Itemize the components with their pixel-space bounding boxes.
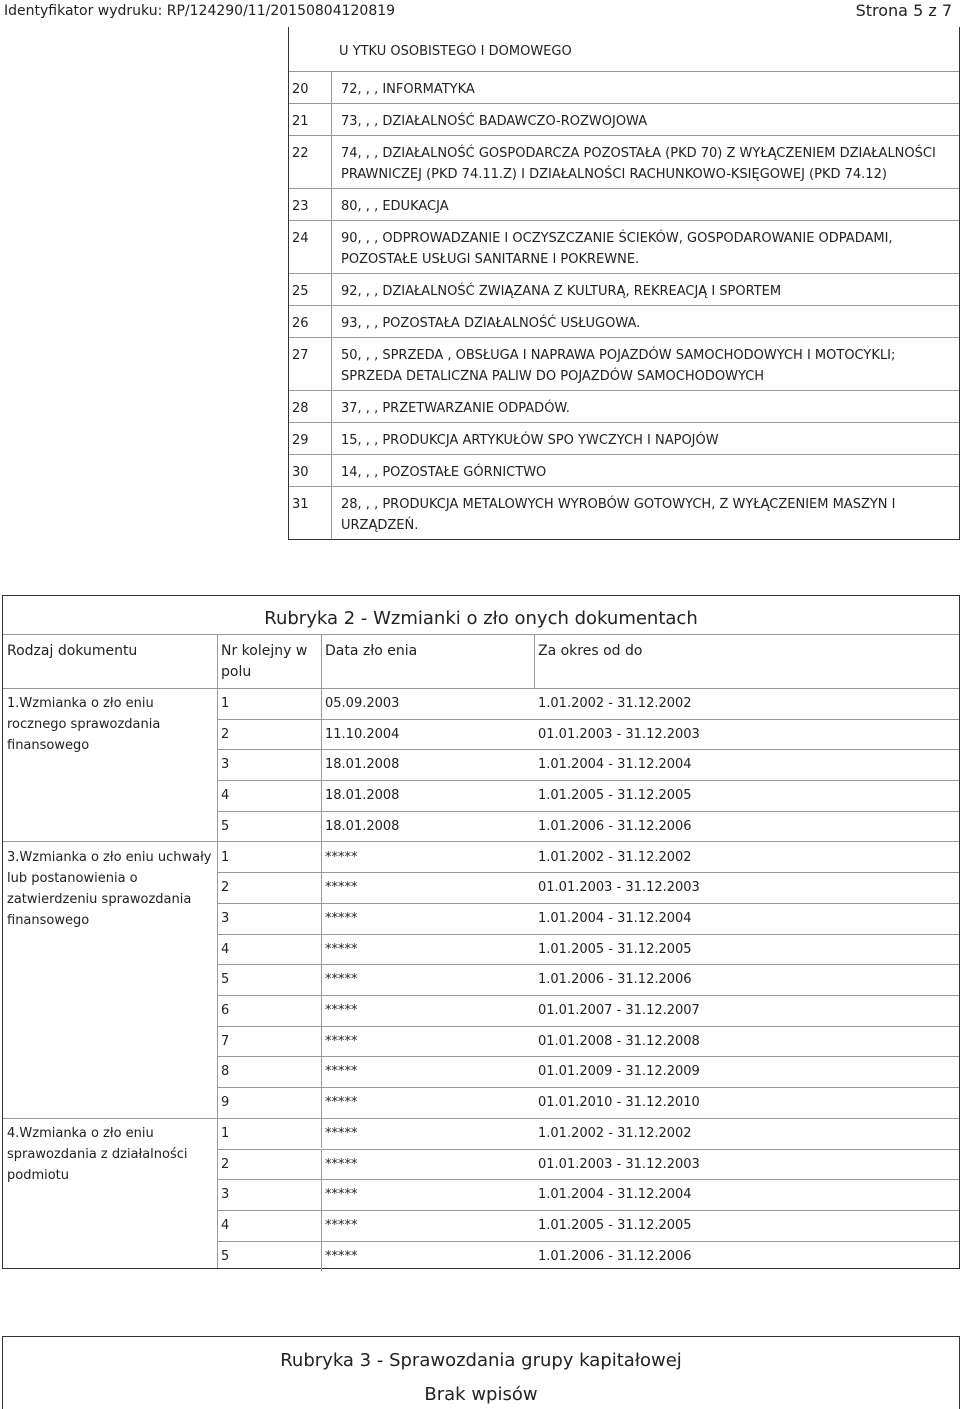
filing-date: 18.01.2008 — [325, 788, 400, 804]
header-divider-bottom — [3, 688, 959, 689]
row-divider-number — [321, 1118, 322, 1149]
row-divider-number — [321, 1149, 322, 1180]
row-divider — [217, 1241, 959, 1242]
period-range: 1.01.2002 - 31.12.2002 — [538, 1125, 692, 1141]
period-range: 01.01.2007 - 31.12.2007 — [538, 1003, 700, 1018]
row-divider-number — [321, 1087, 322, 1118]
filing-date: ***** — [325, 1248, 358, 1264]
pkd-row-text: 80, , , EDUKACJA — [341, 199, 449, 214]
row-divider — [217, 1149, 959, 1150]
period-range: 1.01.2004 - 31.12.2004 — [538, 757, 692, 773]
row-divider-number — [321, 934, 322, 965]
row-divider-number — [321, 1026, 322, 1057]
pkd-table-title: U YTKU OSOBISTEGO I DOMOWEGO — [339, 44, 572, 59]
header-period: Za okres od do — [538, 643, 643, 659]
entry-number: 1 — [221, 696, 230, 711]
filing-date: ***** — [325, 972, 358, 988]
filing-date: 18.01.2008 — [325, 757, 400, 773]
period-range: 01.01.2003 - 31.12.2003 — [538, 726, 700, 742]
row-divider-number — [321, 842, 322, 873]
pkd-row — [289, 72, 959, 104]
pkd-row-number-cell — [289, 423, 332, 454]
row-divider-number — [321, 1056, 322, 1087]
rubryka-3-section — [2, 1336, 960, 1409]
row-divider-number — [321, 719, 322, 750]
pkd-row-number: 23 — [292, 199, 309, 214]
row-divider — [217, 719, 959, 720]
pkd-row-number: 28 — [292, 401, 309, 416]
pkd-row-number: 24 — [292, 231, 309, 246]
period-range: 01.01.2009 - 31.12.2009 — [538, 1064, 700, 1080]
entry-number: 1 — [221, 1125, 230, 1141]
column-divider-type — [217, 634, 218, 1268]
pkd-row — [289, 306, 959, 338]
period-range: 1.01.2005 - 31.12.2005 — [538, 941, 692, 957]
entry-number: 9 — [221, 1095, 230, 1111]
row-divider-number — [321, 780, 322, 811]
rubryka-3-status: Brak wpisów — [424, 1384, 538, 1405]
pkd-row — [289, 487, 959, 539]
pkd-row-text: 73, , , DZIAŁALNOŚĆ BADAWCZO-ROZWOJOWA — [341, 114, 648, 129]
entry-number: 4 — [221, 788, 230, 804]
header-document-type: Rodzaj dokumentu — [7, 643, 138, 659]
row-divider — [217, 872, 959, 873]
document-type-label: 3.Wzmianka o zło eniu uchwały lub postanowienia o zatwierdzeniu sprawozdania finansowego — [7, 849, 212, 928]
entry-number: 5 — [221, 1248, 230, 1264]
pkd-row — [289, 189, 959, 221]
page-header — [0, 0, 960, 20]
row-divider — [217, 995, 959, 996]
pkd-table — [288, 27, 960, 540]
pkd-row-number: 27 — [292, 348, 309, 363]
pkd-row — [289, 221, 959, 274]
filing-date: ***** — [325, 1095, 358, 1111]
row-divider-number — [321, 995, 322, 1026]
row-divider — [217, 964, 959, 965]
row-divider — [217, 1026, 959, 1027]
filing-date: ***** — [325, 941, 358, 957]
print-identifier: Identyfikator wydruku: RP/124290/11/20150804120819 — [4, 3, 396, 19]
pkd-row-number: 20 — [292, 82, 309, 97]
pkd-row-text: 93, , , POZOSTAŁA DZIAŁALNOŚĆ USŁUGOWA. — [341, 316, 641, 331]
pkd-row-text: 28, , , PRODUKCJA METALOWYCH WYROBÓW GOTOWYCH, Z WYŁĄCZENIEM MASZYN I URZĄDZEŃ. — [341, 497, 896, 533]
pkd-row-text: 90, , , ODPROWADZANIE I OCZYSZCZANIE ŚCIEKÓW, GOSPODAROWANIE ODPADAMI, POZOSTAŁE USŁUGI SANITARNE I POKREWNE. — [341, 231, 893, 267]
row-divider-number — [321, 872, 322, 903]
entry-number: 3 — [221, 1187, 230, 1203]
filing-date: ***** — [325, 1003, 358, 1018]
pkd-row-number-cell — [289, 455, 332, 486]
column-divider-number — [321, 634, 322, 688]
header-filing-date: Data zło enia — [325, 643, 418, 659]
period-range: 1.01.2006 - 31.12.2006 — [538, 972, 692, 988]
group-divider — [3, 1118, 217, 1119]
pkd-row-number-cell — [289, 391, 332, 422]
rubryka-2-table — [2, 595, 960, 1269]
pkd-row-number: 31 — [292, 497, 309, 512]
pkd-row-text: 72, , , INFORMATYKA — [341, 82, 475, 97]
row-divider — [217, 1118, 959, 1119]
column-divider-date — [534, 634, 535, 688]
filing-date: ***** — [325, 1187, 358, 1203]
row-divider — [217, 1087, 959, 1088]
period-range: 1.01.2006 - 31.12.2006 — [538, 1248, 692, 1264]
filing-date: ***** — [325, 1156, 358, 1172]
period-range: 01.01.2003 - 31.12.2003 — [538, 880, 700, 896]
filing-date: 11.10.2004 — [325, 726, 400, 742]
document-type-label: 1.Wzmianka o zło eniu rocznego sprawozdania finansowego — [7, 696, 161, 753]
row-divider-number — [321, 749, 322, 780]
pkd-row-number-cell — [289, 104, 332, 135]
pkd-row-text: 15, , , PRODUKCJA ARTYKUŁÓW SPO YWCZYCH I NAPOJÓW — [341, 433, 719, 448]
period-range: 1.01.2002 - 31.12.2002 — [538, 696, 692, 711]
period-range: 1.01.2005 - 31.12.2005 — [538, 788, 692, 804]
filing-date: 05.09.2003 — [325, 696, 400, 711]
pkd-row-number: 26 — [292, 316, 309, 331]
pkd-row-number: 21 — [292, 114, 309, 129]
pkd-row-text: 50, , , SPRZEDA , OBSŁUGA I NAPRAWA POJAZDÓW SAMOCHODOWYCH I MOTOCYKLI; SPRZEDA DETALICZNA PALIW DO POJAZDÓW SAMOCHODOWYCH — [341, 348, 896, 384]
row-divider-number — [321, 811, 322, 842]
entry-number: 7 — [221, 1033, 230, 1049]
entry-number: 5 — [221, 972, 230, 988]
page-number: Strona 5 z 7 — [855, 1, 952, 20]
pkd-row-text: 37, , , PRZETWARZANIE ODPADÓW. — [341, 401, 570, 416]
entry-number: 2 — [221, 1156, 230, 1172]
row-divider-number — [321, 1179, 322, 1210]
row-divider — [217, 780, 959, 781]
pkd-row-text: 74, , , DZIAŁALNOŚĆ GOSPODARCZA POZOSTAŁA (PKD 70) Z WYŁĄCZENIEM DZIAŁALNOŚCI PRAWNICZEJ (PKD 74.11.Z) I DZIAŁALNOŚCI RACHUNKOWO-KSIĘGOWEJ (PKD 74.12) — [341, 146, 936, 182]
entry-number: 2 — [221, 726, 230, 742]
row-divider — [217, 749, 959, 750]
rubryka-2-title: Rubryka 2 - Wzmianki o zło onych dokumentach — [264, 608, 698, 629]
pkd-row-number-cell — [289, 487, 332, 539]
row-divider — [217, 903, 959, 904]
row-divider — [217, 1210, 959, 1211]
pkd-row — [289, 455, 959, 487]
pkd-row-number: 25 — [292, 284, 309, 299]
filing-date: 18.01.2008 — [325, 818, 400, 834]
filing-date: ***** — [325, 849, 358, 865]
row-divider — [217, 841, 959, 842]
entry-number: 5 — [221, 818, 230, 834]
filing-date: ***** — [325, 910, 358, 926]
pkd-row-number-cell — [289, 189, 332, 220]
pkd-row — [289, 274, 959, 306]
pkd-table-title-row — [289, 27, 959, 72]
pkd-row-number-cell — [289, 274, 332, 305]
pkd-row-number-cell — [289, 72, 332, 103]
entry-number: 3 — [221, 910, 230, 926]
filing-date: ***** — [325, 1064, 358, 1080]
pkd-row — [289, 391, 959, 423]
filing-date: ***** — [325, 880, 358, 896]
row-divider — [217, 811, 959, 812]
pkd-row — [289, 104, 959, 136]
pkd-row — [289, 338, 959, 391]
row-divider-number — [321, 964, 322, 995]
period-range: 01.01.2003 - 31.12.2003 — [538, 1156, 700, 1172]
pkd-rows — [289, 72, 959, 539]
pkd-row-number-cell — [289, 338, 332, 390]
period-range: 1.01.2004 - 31.12.2004 — [538, 910, 692, 926]
row-divider — [217, 1056, 959, 1057]
document-type-label: 4.Wzmianka o zło eniu sprawozdania z działalności podmiotu — [7, 1125, 188, 1183]
period-range: 1.01.2005 - 31.12.2005 — [538, 1217, 692, 1233]
row-divider-number — [321, 1241, 322, 1272]
entry-number: 3 — [221, 757, 230, 773]
row-divider — [217, 1179, 959, 1180]
row-divider-number — [321, 688, 322, 719]
filing-date: ***** — [325, 1125, 358, 1141]
group-divider — [3, 841, 217, 842]
pkd-row-number-cell — [289, 136, 332, 188]
pkd-row-number: 30 — [292, 465, 309, 480]
period-range: 1.01.2006 - 31.12.2006 — [538, 818, 692, 834]
pkd-row-number: 22 — [292, 146, 309, 161]
row-divider-number — [321, 903, 322, 934]
header-entry-number: Nr kolejny w polu — [221, 643, 308, 680]
entry-number: 4 — [221, 1217, 230, 1233]
header-divider-top — [3, 634, 959, 635]
entry-number: 6 — [221, 1003, 230, 1018]
pkd-row-number: 29 — [292, 433, 309, 448]
pkd-row-number-cell — [289, 306, 332, 337]
rubryka-3-title: Rubryka 3 - Sprawozdania grupy kapitałowej — [280, 1350, 682, 1371]
filing-date: ***** — [325, 1217, 358, 1233]
entry-number: 8 — [221, 1064, 230, 1080]
period-range: 01.01.2008 - 31.12.2008 — [538, 1033, 700, 1049]
entry-number: 1 — [221, 849, 230, 865]
row-divider-number — [321, 1210, 322, 1241]
pkd-row-text: 14, , , POZOSTAŁE GÓRNICTWO — [341, 465, 547, 480]
entry-number: 2 — [221, 880, 230, 896]
pkd-row-number-cell — [289, 221, 332, 273]
period-range: 01.01.2010 - 31.12.2010 — [538, 1095, 700, 1111]
pkd-row — [289, 136, 959, 189]
filing-date: ***** — [325, 1033, 358, 1049]
pkd-row — [289, 423, 959, 455]
period-range: 1.01.2004 - 31.12.2004 — [538, 1187, 692, 1203]
row-divider — [217, 934, 959, 935]
entry-number: 4 — [221, 941, 230, 957]
period-range: 1.01.2002 - 31.12.2002 — [538, 849, 692, 865]
pkd-row-text: 92, , , DZIAŁALNOŚĆ ZWIĄZANA Z KULTURĄ, REKREACJĄ I SPORTEM — [341, 284, 782, 299]
